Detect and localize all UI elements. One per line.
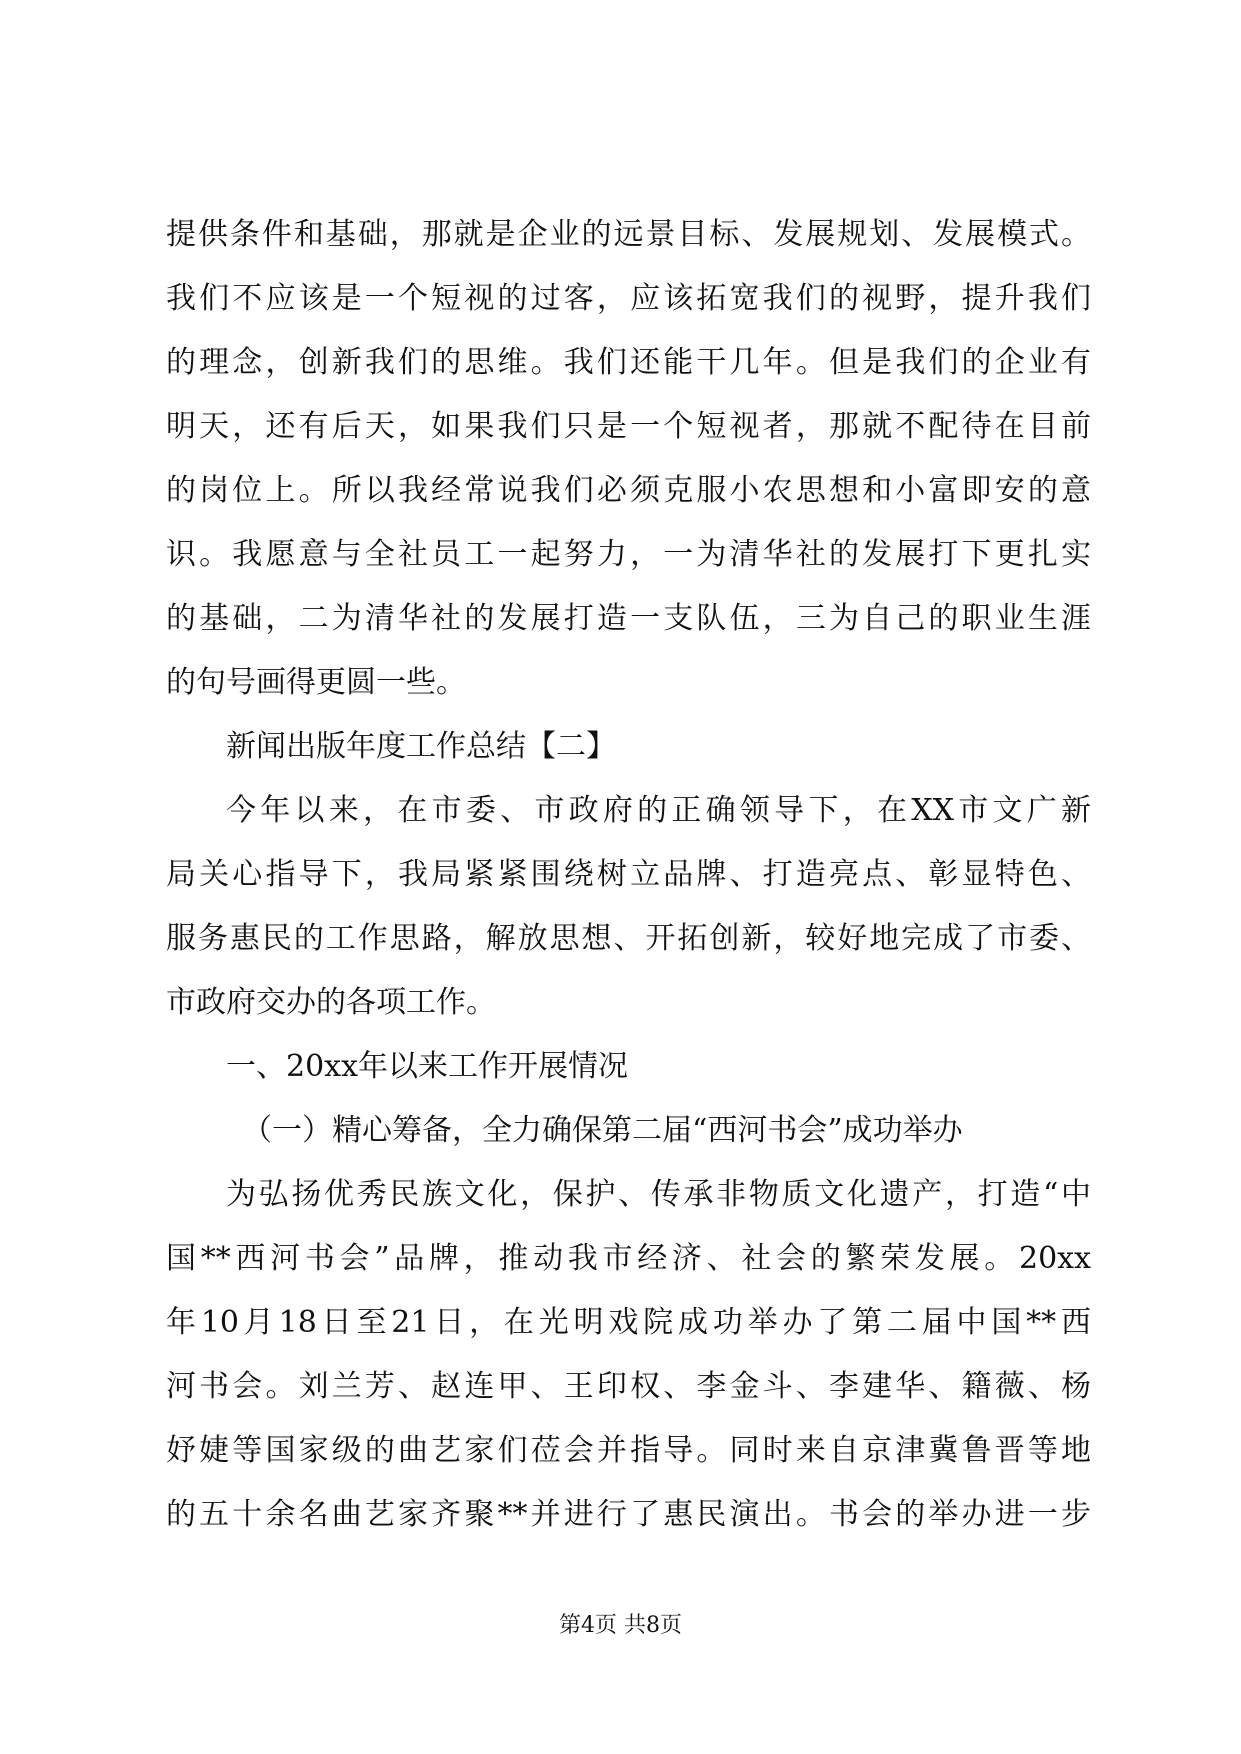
text-line: 妤婕等国家级的曲艺家们莅会并指导。同时来自京津冀鲁晋等地 <box>166 1433 1091 1468</box>
text-line: 为弘扬优秀民族文化，保护、传承非物质文化遗产，打造“中 <box>226 1177 1091 1212</box>
text-line: 的五十余名曲艺家齐聚**并进行了惠民演出。书会的举办进一步 <box>166 1497 1091 1532</box>
text-line: 的基础，二为清华社的发展打造一支队伍，三为自己的职业生涯 <box>166 601 1091 636</box>
text-line: 的理念，创新我们的思维。我们还能干几年。但是我们的企业有 <box>166 345 1091 380</box>
text-line: 服务惠民的工作思路，解放思想、开拓创新，较好地完成了市委、 <box>166 921 1091 956</box>
text-line: 年10月18日至21日，在光明戏院成功举办了第二届中国**西 <box>166 1305 1091 1340</box>
page-number-footer: 第4页 共8页 <box>559 1613 682 1638</box>
text-line: 识。我愿意与全社员工一起努力，一为清华社的发展打下更扎实 <box>166 537 1091 572</box>
body-text <box>166 203 1091 1547</box>
text-line: 提供条件和基础，那就是企业的远景目标、发展规划、发展模式。 <box>166 217 1091 252</box>
text-line: 河书会。刘兰芳、赵连甲、王印权、李金斗、李建华、籍薇、杨 <box>166 1369 1091 1404</box>
text-line: 市政府交办的各项工作。 <box>166 985 496 1020</box>
text-line: 局关心指导下，我局紧紧围绕树立品牌、打造亮点、彰显特色、 <box>166 857 1091 892</box>
section-heading: 新闻出版年度工作总结【二】 <box>226 729 616 764</box>
subsection-heading: （一）精心筹备，全力确保第二届“西河书会”成功举办 <box>242 1113 963 1148</box>
text-line: 的句号画得更圆一些。 <box>166 665 466 700</box>
text-line: 国**西河书会”品牌，推动我市经济、社会的繁荣发展。20xx <box>166 1241 1091 1276</box>
text-line: 的岗位上。所以我经常说我们必须克服小农思想和小富即安的意 <box>166 473 1091 508</box>
subsection-heading: 一、20xx年以来工作开展情况 <box>226 1049 629 1084</box>
text-line: 明天，还有后天，如果我们只是一个短视者，那就不配待在目前 <box>166 409 1091 444</box>
text-line: 我们不应该是一个短视的过客，应该拓宽我们的视野，提升我们 <box>166 281 1091 316</box>
text-line: 今年以来，在市委、市政府的正确领导下，在XX市文广新 <box>226 793 1091 828</box>
